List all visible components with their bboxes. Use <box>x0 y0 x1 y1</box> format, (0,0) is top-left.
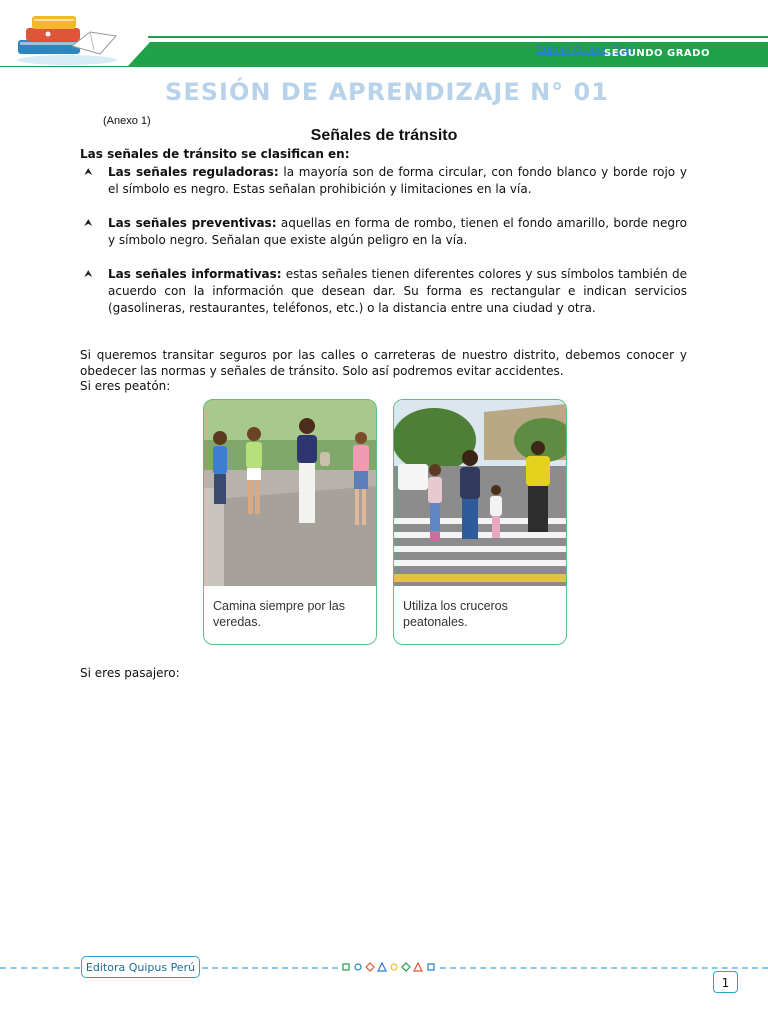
header-top-rule <box>148 36 768 38</box>
card-caption: Utiliza los cruceros peatonales. <box>403 599 508 629</box>
safety-paragraph: Si queremos transitar seguros por las calles o carreteras de nuestro distrito, debemos conocer y obedecer las normas y señales de tránsito. Solo así podremos evitar accidentes. <box>80 348 687 378</box>
decorative-shapes-icon <box>342 962 438 972</box>
list-item <box>84 266 687 317</box>
bullet-term: Las señales preventivas: <box>108 216 277 230</box>
sidewalk-card <box>203 399 377 645</box>
crosswalk-card <box>393 399 567 645</box>
footer-publisher: Editora Quipus Perú <box>81 956 200 978</box>
publisher-link[interactable]: Editora Quipus Perú <box>536 44 636 56</box>
passenger-label: Si eres pasajero: <box>80 666 180 680</box>
footer-divider <box>440 967 768 969</box>
document-title: Señales de tránsito <box>310 127 458 144</box>
crosswalk-photo <box>394 400 566 586</box>
intro-text: Las señales de tránsito se clasifican en: <box>80 147 350 161</box>
bullet-term: Las señales informativas: <box>108 267 282 281</box>
bullet-text: estas señales tienen diferentes colores y sus símbolos también de acuerdo con la información que desean dar. Su forma es rectangular e indican servicios (gasolineras, restaurantes, teléfonos, etc.) o la distancia entre una ciudad y otra. <box>108 267 687 315</box>
arrow-bullet-icon: ⮝ <box>84 167 93 178</box>
card-caption: Camina siempre por las veredas. <box>213 599 345 629</box>
grade-label: SEGUNDO GRADO <box>604 48 710 59</box>
bullet-term: Las señales reguladoras: <box>108 165 279 179</box>
list-item <box>84 215 687 249</box>
annex-label: (Anexo 1) <box>103 115 151 127</box>
arrow-bullet-icon: ⮝ <box>84 269 93 280</box>
session-title: SESIÓN DE APRENDIZAJE N° 01 <box>165 78 609 106</box>
page-header <box>0 0 768 70</box>
footer-divider <box>202 967 338 969</box>
pedestrian-label: Si eres peatón: <box>80 379 171 393</box>
sidewalk-photo <box>204 400 376 586</box>
sign-types-list <box>84 164 687 334</box>
list-item <box>84 164 687 198</box>
page-number: 1 <box>713 971 738 993</box>
bullet-text: la mayoría son de forma circular, con fondo blanco y borde rojo y el símbolo es negro. Estas señalan prohibición y limitaciones en la vía. <box>108 165 687 196</box>
bullet-text: aquellas en forma de rombo, tienen el fondo amarillo, borde negro y símbolo negro. Señalan que existe algún peligro en la vía. <box>108 216 688 247</box>
header-bottom-rule <box>0 66 768 67</box>
footer-divider <box>0 967 80 969</box>
books-logo-icon <box>12 10 122 66</box>
arrow-bullet-icon: ⮝ <box>84 218 93 229</box>
